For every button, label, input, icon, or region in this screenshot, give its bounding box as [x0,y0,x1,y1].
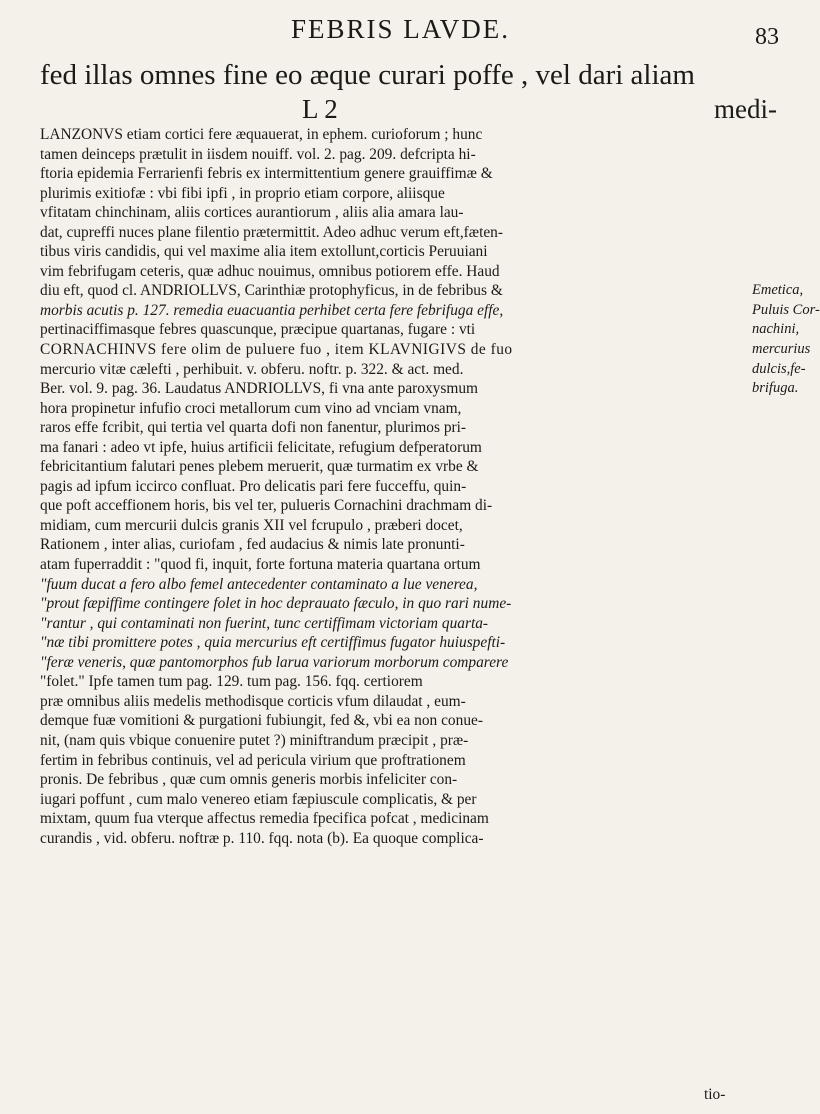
body-line: morbis acutis p. 127. remedia euacuantia perhibet certa fere febrifuga effe, [40,301,504,319]
opening-line: fed illas omnes fine eo æque curari poffe , vel dari aliam [40,59,695,91]
body-line: mixtam, quum fua vterque affectus remedia fpecifica pofcat , medicinam [40,810,489,828]
body-line: diu eft, quod cl. ANDRIOLLVS, Carinthiæ protophyficus, in de febribus & [40,282,503,300]
marginal-note [752,223,801,243]
marginal-note [752,145,801,165]
body-line: fertim in febribus continuis, vel ad pericula virium que proftrationem [40,751,466,769]
marginal-note: brifuga. [752,380,799,397]
marginal-note: dulcis,fe- [752,360,806,377]
marginal-note: mercurius [752,341,811,358]
marginal-note: Puluis Cor- [752,301,820,318]
body-line: "rantur , qui contaminati non fuerint, tunc certiffimam victoriam quarta- [40,614,489,632]
body-line: "feræ veneris, quæ pantomorphos fub larua variorum morborum comparere [40,653,509,671]
opening-lines [40,58,785,122]
body-line: pagis ad ipfum iccirco confluat. Pro delicatis pari fere fucceffu, quin- [40,477,467,495]
marginal-note: nachini, [752,321,800,338]
body-line: præ omnibus aliis medelis methodisque corticis vfum dilaudat , eum- [40,692,466,710]
body-line: atam fuperraddit : "quod fi, inquit, forte fortuna materia quartana ortum [40,556,481,574]
body-line: nit, (nam quis vbique conuenire putet ?) miniftrandum præcipit , præ- [40,731,469,749]
body-line: hora propinetur infufio croci metallorum cum vino ad vnciam vnam, [40,399,462,417]
body-line: pronis. De febribus , quæ cum omnis generis morbis infeliciter con- [40,771,458,789]
body-line: midiam, cum mercurii dulcis granis XII vel fcrupulo , præberi docet, [40,516,463,534]
body-line: vfitatam chinchinam, aliis cortices aurantiorum , aliis alia amara lau- [40,204,464,222]
body-line: "næ tibi promittere potes , quia mercurius eft certiffimus fugator huiuspefti- [40,634,506,652]
catchword-top: medi- [714,94,777,124]
body-line: CORNACHINVS fere olim de puluere fuo , item KLAVNIGIVS de fuo [40,341,513,359]
body-line: ftoria epidemia Ferrarienfi febris ex intermittentium genere grauiffimæ & [40,165,493,183]
body-line: LANZONVS etiam cortici fere æquauerat, in ephem. curioforum ; hunc [40,126,483,143]
body-line: Rationem , inter alias, curiofam , fed audacius & nimis late pronunti- [40,536,465,554]
marginal-note [752,203,801,223]
body-line: tibus viris candidis, qui vel maxime alia item extollunt,corticis Peruuiani [40,243,488,261]
body-line: raros effe fcribit, qui tertia vel quarta dofi non fanentur, plurimos pri- [40,419,467,437]
body-line: febricitantium falutari penes plebem meruerit, quæ turmatim ex vrbe & [40,458,479,476]
marginal-note [752,164,801,184]
marginal-note [752,262,801,282]
marginal-notes [752,125,820,399]
body-line: tamen deinceps prætulit in iisdem nouiff. vol. 2. pag. 209. defcripta hi- [40,145,476,163]
body-line: pertinaciffimasque febres quascunque, præcipue quartanas, fugare : vti [40,321,476,339]
body-text [40,125,748,848]
body-line: "prout fæpiffime contingere folet in hoc deprauato fæculo, in quo rari nume- [40,595,512,613]
marginal-note [752,184,801,204]
body-line: curandis , vid. obferu. noftræ p. 110. fqq. nota (b). Ea quoque complica- [40,829,484,847]
running-title: FEBRIS LAVDE. [290,14,511,44]
body-line: mercurio vitæ cælefti , perhibuit. v. obferu. noftr. p. 322. & act. med. [40,360,464,378]
body-line: demque fuæ vomitioni & purgationi fubiungit, fed &, vbi ea non conue- [40,712,483,730]
body-line: "fuum ducat a fero albo femel antecedenter contaminato a lue venerea, [40,575,478,593]
signature-mark: L 2 [302,94,338,124]
running-head [0,14,801,54]
body-line: dat, cupreffi nuces plane filentio prætermittit. Adeo adhuc verum eft,fæten- [40,223,503,241]
marginal-note [752,242,801,262]
body-line: plurimis exitiofæ : vbi fibi ipfi , in proprio etiam corpore, aliisque [40,184,445,202]
body-line: que poft acceffionem horis, bis vel ter, pulueris Cornachini drachmam di- [40,497,493,515]
body-line: "folet." Ipfe tamen tum pag. 129. tum pag. 156. fqq. certiorem [40,673,423,691]
body-line: Ber. vol. 9. pag. 36. Laudatus ANDRIOLLVS, fi vna ante paroxysmum [40,380,479,398]
body-line: ma fanari : adeo vt ipfe, huius artificii felicitate, refugium defperatorum [40,438,482,456]
marginal-note: Emetica, [752,282,804,299]
body-line: iugari poffunt , cum malo venereo etiam fæpiuscule complicatis, & per [40,790,477,808]
body-line: vim febrifugam ceteris, quæ adhuc nouimus, omnibus potiorem effe. Haud [40,262,500,280]
marginal-note [752,125,801,145]
signature-line [40,92,785,122]
catchword-bottom: tio- [704,1086,726,1103]
page-number: 83 [755,24,779,50]
